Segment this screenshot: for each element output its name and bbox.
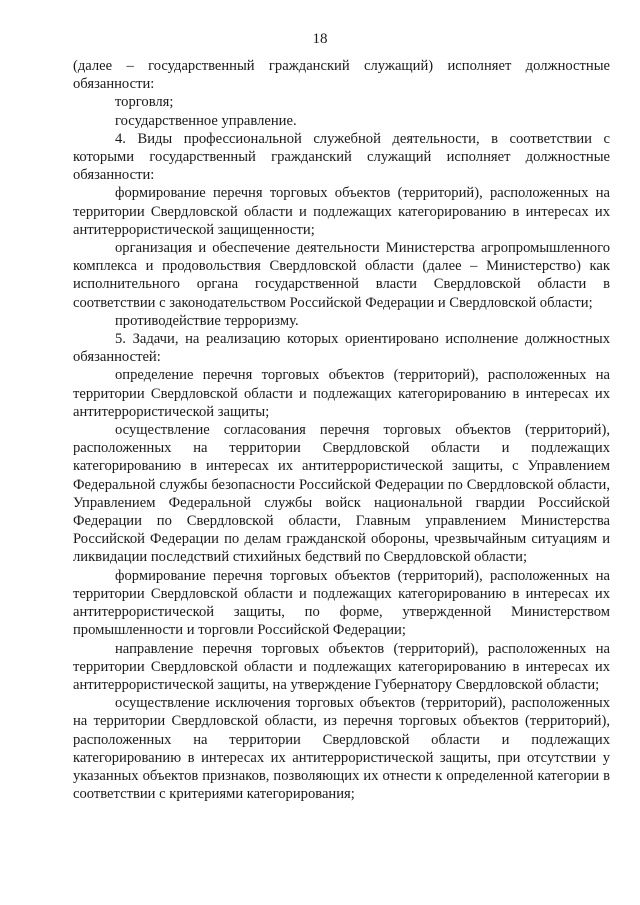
paragraph: (далее – государственный гражданский служащий) исполняет должностные обязанности: [73, 58, 610, 93]
paragraph: осуществление согласования перечня торговых объектов (территорий), расположенных на территории Свердловской области и подлежащих категорированию в интересах их антитеррористической защиты, с Управлением Федеральной службы безопасности Российской Федерации по Свердловской области, Управлением Федеральной службы войск национальной гвардии Российской Федерации по Свердловской области, Главным управлением Министерства Российской Федерации по делам гражданской обороны, чрезвычайным ситуациям и ликвидации последствий стихийных бедствий по Свердловской области; [73, 422, 610, 566]
paragraph: формирование перечня торговых объектов (территорий), расположенных на территории Свердловской области и подлежащих категорированию в интересах их антитеррористической защиты, по форме, утвержденной Министерством промышленности и торговли Российской Федерации; [73, 567, 610, 639]
page-number: 18 [312, 31, 328, 47]
paragraph: направление перечня торговых объектов (территорий), расположенных на территории Свердловской области и подлежащих категорированию в интересах их антитеррористической защиты, на утверждение Губернатору Свердловской области; [73, 640, 610, 693]
paragraph: осуществление исключения торговых объектов (территорий), расположенных на территории Свердловской области, из перечня торговых объектов (территорий), расположенных на территории Свердловской области и подлежащих категорированию в интересах их антитеррористической защиты, при отсутствии у указанных объектов признаков, позволяющих их отнести к определенной категории в соответствии с критериями категорирования; [73, 695, 610, 803]
paragraph: 5. Задачи, на реализацию которых ориентировано исполнение должностных обязанностей: [73, 331, 610, 366]
paragraph: определение перечня торговых объектов (территорий), расположенных на территории Свердловской области и подлежащих категорированию в интересах их антитеррористической защиты; [73, 367, 610, 420]
paragraph: противодействие терроризму. [115, 312, 299, 329]
paragraph: государственное управление. [115, 112, 297, 129]
document-body [73, 57, 610, 803]
paragraph: 4. Виды профессиональной служебной деятельности, в соответствии с которыми государственный гражданский служащий исполняет должностные обязанности: [73, 130, 610, 184]
paragraph: торговля; [115, 94, 174, 111]
paragraph: организация и обеспечение деятельности Министерства агропромышленного комплекса и продовольствия Свердловской области (далее – Министерство) как исполнительного органа государственной власти Свердловской области в соответствии с законодательством Российской Федерации и Свердловской области; [73, 240, 610, 311]
paragraph: формирование перечня торговых объектов (территорий), расположенных на территории Свердловской области и подлежащих категорированию в интересах их антитеррористической защищенности; [73, 185, 610, 238]
